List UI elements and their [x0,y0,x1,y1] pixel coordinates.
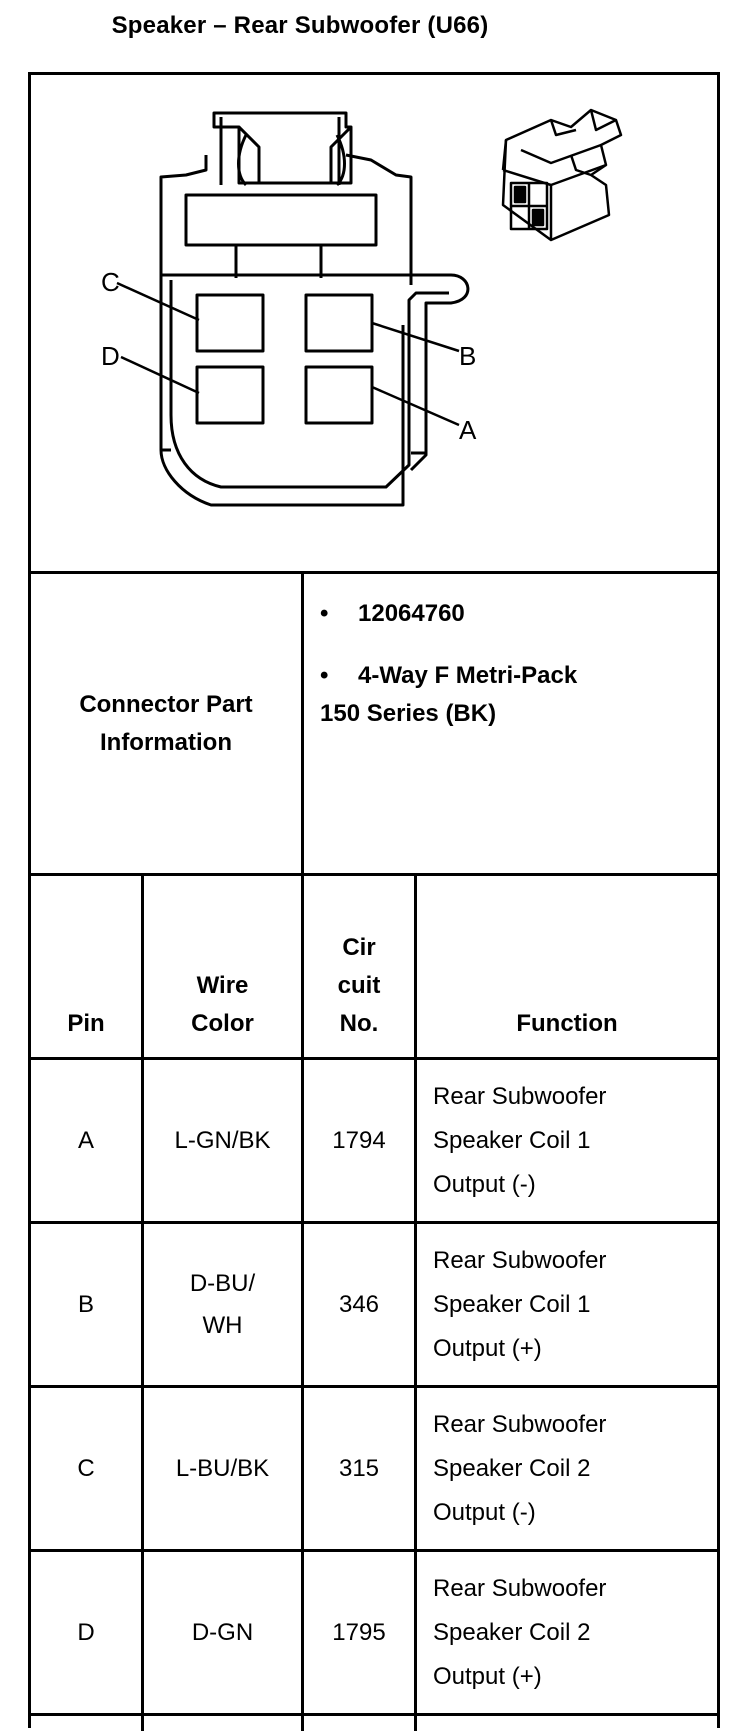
connector-info-label-line2: Information [99,728,232,756]
table-cell-pin: B [77,1290,94,1318]
header-wire-color: Wire Color [191,972,254,1037]
header-circuit-no: Cir cuit No. [337,934,381,1037]
table-cell-function: Rear Subwoofer Speaker Coil 1 Output (+) [433,1246,607,1362]
page-title: Speaker – Rear Subwoofer (U66) [111,12,489,39]
connector-info-label-line1: Connector Part [79,690,253,718]
table-cell-pin: D [77,1618,95,1646]
connector-type-line2: 150 Series (BK) [320,700,497,727]
connector-type-line1: 4-Way F Metri-Pack [358,662,578,689]
label-b: B [459,341,477,371]
table-cell-circuit: 315 [338,1454,380,1482]
table-cell-pin: C [77,1454,95,1482]
table-cell-wire-color: D-GN [191,1618,254,1646]
connector-diagram [31,75,717,571]
table-cell-function: Rear Subwoofer Speaker Coil 2 Output (-) [433,1410,607,1526]
table-cell-wire-color: L-GN/BK [174,1126,271,1154]
table-cell-circuit: 1795 [332,1618,386,1646]
cavity-d [197,367,263,423]
cavity-c [197,295,263,351]
table-cell-function: Rear Subwoofer Speaker Coil 1 Output (-) [433,1082,607,1198]
divider [31,1713,717,1716]
table-cell-circuit: 346 [338,1290,380,1318]
header-function: Function [516,1010,618,1037]
table-cell-wire-color: L-BU/BK [175,1454,270,1482]
table-cell-pin: A [77,1126,94,1154]
part-number: 12064760 [358,600,465,627]
cavity-a [306,367,372,423]
header-pin: Pin [67,1010,105,1037]
cavity-b [306,295,372,351]
connector-info-label [31,574,301,873]
table-cell-function: Rear Subwoofer Speaker Coil 2 Output (+) [433,1574,607,1690]
connector-table-frame [28,72,720,1728]
connector-type-item: • 4-Way F Metri-Pack [320,662,578,689]
table-cell-wire-color: D-BU/ WH [189,1269,256,1339]
label-a: A [459,415,477,445]
connector-info-list [304,595,704,733]
label-c: C [101,267,120,297]
connector-iso-view [503,110,621,240]
label-d: D [101,341,120,371]
part-number-item: • 12064760 [320,600,465,627]
table-cell-circuit: 1794 [332,1126,386,1154]
